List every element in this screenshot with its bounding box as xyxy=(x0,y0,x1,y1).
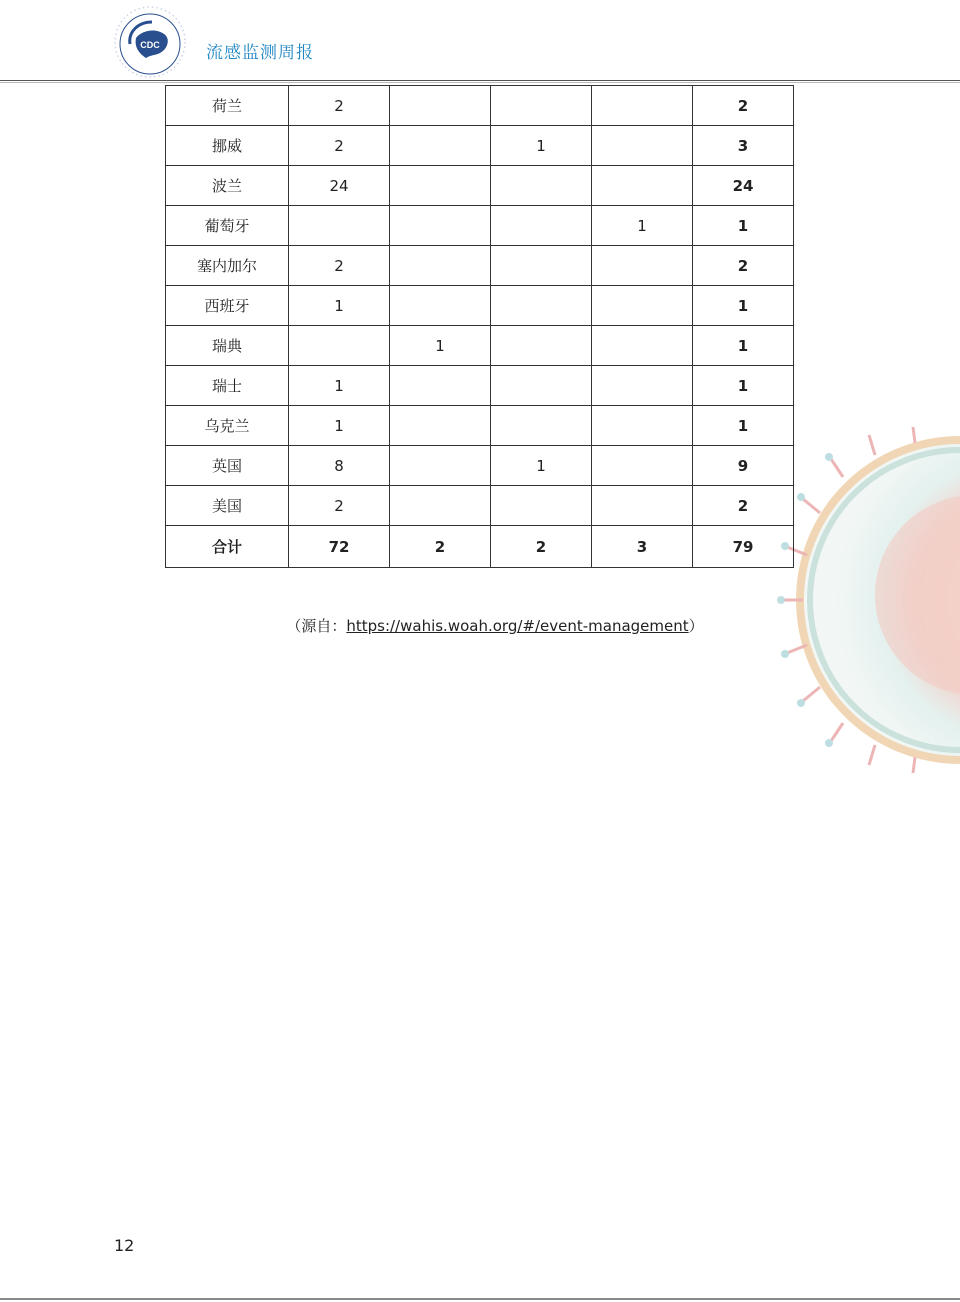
country-cell: 瑞典 xyxy=(166,326,289,366)
total-value-cell: 2 xyxy=(491,526,592,568)
table-row xyxy=(166,486,794,526)
page-number: 12 xyxy=(114,1236,135,1255)
value-cell: 2 xyxy=(289,486,390,526)
value-cell xyxy=(592,126,693,166)
table-row xyxy=(166,326,794,366)
value-cell xyxy=(491,366,592,406)
value-cell: 1 xyxy=(491,446,592,486)
value-cell: 2 xyxy=(289,126,390,166)
value-cell xyxy=(390,206,491,246)
value-cell: 24 xyxy=(289,166,390,206)
total-cell: 1 xyxy=(693,206,794,246)
value-cell xyxy=(491,166,592,206)
table-row xyxy=(166,126,794,166)
total-value-cell: 2 xyxy=(390,526,491,568)
table-row xyxy=(166,246,794,286)
source-note xyxy=(0,615,960,636)
total-row xyxy=(166,526,794,568)
value-cell xyxy=(491,286,592,326)
report-title: 流感监测周报 xyxy=(206,43,314,63)
grand-total-cell: 79 xyxy=(693,526,794,568)
influenza-virus-icon xyxy=(775,425,960,775)
value-cell xyxy=(491,486,592,526)
footer-divider xyxy=(0,1298,960,1300)
value-cell xyxy=(390,446,491,486)
value-cell xyxy=(592,366,693,406)
value-cell xyxy=(390,486,491,526)
data-table xyxy=(165,85,794,568)
value-cell xyxy=(491,206,592,246)
value-cell xyxy=(592,406,693,446)
value-cell xyxy=(592,166,693,206)
total-cell: 1 xyxy=(693,366,794,406)
value-cell: 1 xyxy=(390,326,491,366)
total-cell: 2 xyxy=(693,246,794,286)
total-cell: 3 xyxy=(693,126,794,166)
value-cell xyxy=(390,126,491,166)
total-cell: 1 xyxy=(693,406,794,446)
value-cell xyxy=(289,326,390,366)
table-row xyxy=(166,446,794,486)
value-cell xyxy=(390,406,491,446)
value-cell xyxy=(390,86,491,126)
value-cell xyxy=(491,246,592,286)
total-cell: 9 xyxy=(693,446,794,486)
source-prefix: （源自： xyxy=(286,617,347,635)
value-cell xyxy=(390,286,491,326)
value-cell xyxy=(592,326,693,366)
total-cell: 24 xyxy=(693,166,794,206)
country-cell: 塞内加尔 xyxy=(166,246,289,286)
value-cell xyxy=(592,286,693,326)
country-cell: 英国 xyxy=(166,446,289,486)
value-cell xyxy=(592,446,693,486)
china-cdc-logo-icon xyxy=(112,4,188,80)
source-suffix: ） xyxy=(688,617,704,635)
country-cell: 波兰 xyxy=(166,166,289,206)
value-cell: 1 xyxy=(491,126,592,166)
country-cell: 瑞士 xyxy=(166,366,289,406)
table-row xyxy=(166,286,794,326)
value-cell: 2 xyxy=(289,246,390,286)
table-row xyxy=(166,366,794,406)
value-cell xyxy=(592,86,693,126)
total-cell: 1 xyxy=(693,286,794,326)
value-cell xyxy=(390,246,491,286)
value-cell xyxy=(390,366,491,406)
table-row xyxy=(166,86,794,126)
country-cell: 美国 xyxy=(166,486,289,526)
total-cell: 2 xyxy=(693,486,794,526)
header-divider xyxy=(0,80,960,83)
value-cell xyxy=(592,486,693,526)
value-cell: 1 xyxy=(289,366,390,406)
value-cell: 1 xyxy=(289,286,390,326)
total-cell: 2 xyxy=(693,86,794,126)
table-row xyxy=(166,406,794,446)
value-cell xyxy=(491,406,592,446)
table-row xyxy=(166,206,794,246)
country-cell: 葡萄牙 xyxy=(166,206,289,246)
value-cell: 1 xyxy=(592,206,693,246)
value-cell xyxy=(491,86,592,126)
value-cell xyxy=(592,246,693,286)
value-cell: 8 xyxy=(289,446,390,486)
total-cell: 1 xyxy=(693,326,794,366)
logo-text: CDC xyxy=(140,40,160,50)
value-cell: 2 xyxy=(289,86,390,126)
value-cell: 1 xyxy=(289,406,390,446)
country-cell: 乌克兰 xyxy=(166,406,289,446)
country-cell: 挪威 xyxy=(166,126,289,166)
total-value-cell: 3 xyxy=(592,526,693,568)
value-cell xyxy=(491,326,592,366)
source-link[interactable]: https://wahis.woah.org/#/event-management xyxy=(346,617,689,635)
page-header xyxy=(0,0,960,84)
total-value-cell: 72 xyxy=(289,526,390,568)
country-cell: 西班牙 xyxy=(166,286,289,326)
value-cell xyxy=(289,206,390,246)
value-cell xyxy=(390,166,491,206)
table-row xyxy=(166,166,794,206)
country-cell: 荷兰 xyxy=(166,86,289,126)
total-label: 合计 xyxy=(166,526,289,568)
